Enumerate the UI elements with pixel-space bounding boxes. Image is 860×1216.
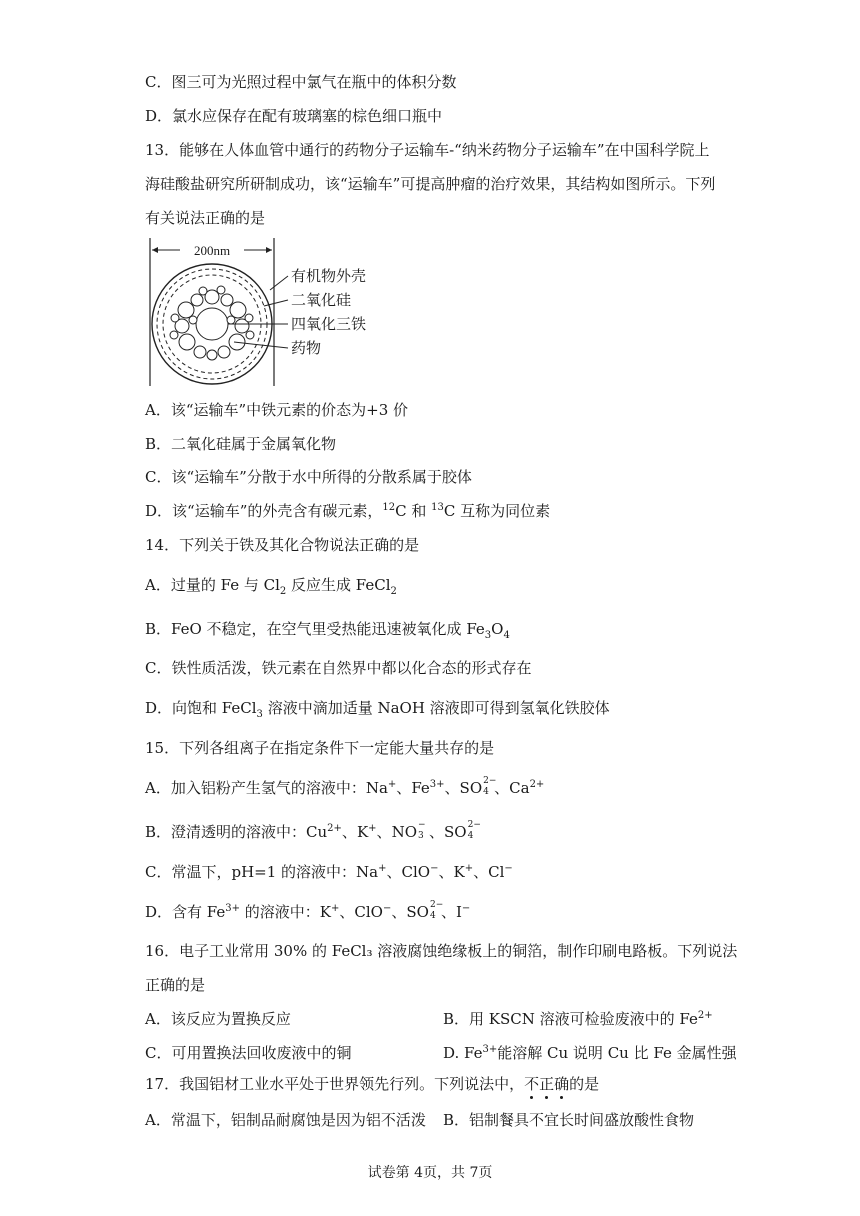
q13-stem-line2: 海硅酸盐研究所研制成功，该“运输车”可提高肿瘤的治疗效果，其结构如图所示。下列 bbox=[145, 175, 716, 193]
size-label: 200nm bbox=[193, 243, 231, 258]
q14-option-b: B．FeO 不稳定，在空气里受热能迅速被氧化成 $Fe_3O_4$ bbox=[145, 620, 510, 641]
q16-option-b: B．用 KSCN 溶液可检验废液中的 $Fe^{2+}$ bbox=[443, 1010, 713, 1028]
label-iron-oxide: 四氧化三铁 bbox=[291, 315, 367, 333]
central-particle bbox=[196, 308, 228, 340]
q13-stem-line3: 有关说法正确的是 bbox=[145, 209, 266, 227]
q13-stem-line1: 13．能够在人体血管中通行的药物分子运输车-“纳米药物分子运输车”在中国科学院上 bbox=[145, 141, 710, 159]
page-footer: 试卷第 4页，共 7页 bbox=[367, 1165, 493, 1181]
label-drug: 药物 bbox=[291, 339, 322, 357]
q15-option-a: A．加入铝粉产生氢气的溶液中：Na+、$Fe^{3+}$、SO 2− 4 、$Ca^{2+}$ bbox=[145, 776, 545, 797]
dimension-arrowhead-left bbox=[152, 247, 158, 253]
q13-option-a: A．该“运输车”中铁元素的价态为+3 价 bbox=[145, 401, 409, 419]
q17-stem: 17．我国铝材工业水平处于世界领先行列。下列说法中，不正确的是 bbox=[145, 1075, 600, 1093]
q13-option-b: B．二氧化硅属于金属氧化物 bbox=[145, 435, 337, 453]
q12-option-d: D．氯水应保存在配有玻璃塞的棕色细口瓶中 bbox=[145, 107, 443, 125]
q15-option-b: B．澄清透明的溶液中：$Cu^{2+}$、K+、NO − 3 、SO 2− 4 bbox=[145, 820, 481, 841]
q16-option-d: D. $Fe^{3+}$能溶解 Cu 说明 Cu 比 Fe 金属性强 bbox=[443, 1044, 737, 1062]
q14-option-d: D．向饱和 FeCl$_3$ 溶液中滴加适量 NaOH 溶液即可得到氢氧化铁胶体 bbox=[145, 699, 610, 720]
q14-option-a: A．过量的 Fe 与 $Cl_2$ 反应生成 FeCl$_2$ bbox=[145, 576, 397, 597]
q16-option-c: C．可用置换法回收废液中的铜 bbox=[145, 1044, 352, 1062]
q14-option-c: C．铁性质活泼，铁元素在自然界中都以化合态的形式存在 bbox=[145, 659, 532, 677]
label-silica: 二氧化硅 bbox=[291, 291, 352, 309]
q15-option-c: C．常温下，pH=1 的溶液中：Na+、ClO−、K+、Cl− bbox=[145, 863, 513, 881]
q15-option-d: D．含有 $Fe^{3+}$ 的溶液中：K+、ClO−、SO 2− 4 、I− bbox=[145, 900, 471, 921]
q16-stem-line2: 正确的是 bbox=[145, 976, 206, 994]
dimension-arrowhead-right bbox=[266, 247, 272, 253]
q17-option-a: A．常温下，铝制品耐腐蚀是因为铝不活泼 bbox=[145, 1111, 426, 1129]
q16-stem-line1: 16．电子工业常用 30% 的 FeCl₃ 溶液腐蚀绝缘板上的铜箔，制作印刷电路板。下列说法 bbox=[145, 942, 738, 960]
q13-option-d: D．该“运输车”的外壳含有碳元素，$^{12}$C 和 $^{13}$C 互称为同位素 bbox=[145, 502, 551, 520]
label-organic-shell: 有机物外壳 bbox=[291, 267, 367, 285]
nanocarrier-structure-figure bbox=[146, 238, 396, 388]
q17-option-b: B．铝制餐具不宜长时间盛放酸性食物 bbox=[443, 1111, 695, 1129]
q15-stem: 15．下列各组离子在指定条件下一定能大量共存的是 bbox=[145, 739, 495, 757]
q13-option-c: C．该“运输车”分散于水中所得的分散系属于胶体 bbox=[145, 468, 472, 486]
q14-stem: 14．下列关于铁及其化合物说法正确的是 bbox=[145, 536, 420, 554]
q12-option-c: C．图三可为光照过程中氯气在瓶中的体积分数 bbox=[145, 73, 457, 91]
iron-oxide-particles bbox=[170, 286, 254, 360]
q16-option-a: A．该反应为置换反应 bbox=[145, 1010, 291, 1028]
